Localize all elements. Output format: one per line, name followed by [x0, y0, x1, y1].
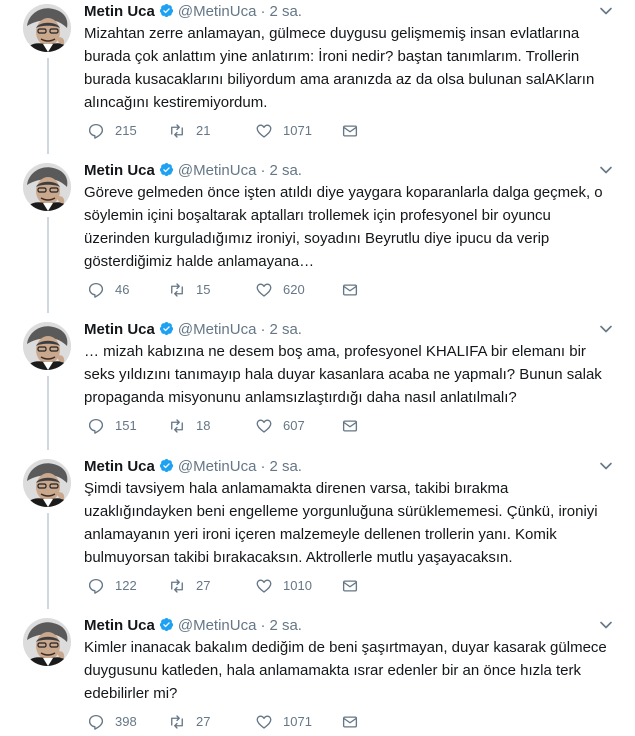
reply-count: 122: [115, 578, 137, 593]
author-handle[interactable]: @MetinUca: [177, 321, 257, 338]
retweet-count: 15: [196, 282, 211, 297]
tweet-header: [84, 616, 302, 636]
author-name[interactable]: Metin Uca: [84, 321, 155, 338]
retweet-icon: [168, 417, 186, 435]
reply-icon: [87, 577, 105, 595]
envelope-icon: [341, 577, 359, 595]
author-handle[interactable]: @MetinUca: [177, 162, 257, 179]
envelope-icon: [341, 281, 359, 299]
reply-icon: [87, 122, 105, 140]
tweet[interactable]: [0, 455, 635, 600]
tweet-timestamp[interactable]: 2 sa.: [269, 458, 302, 475]
verified-badge-icon: [159, 458, 174, 473]
avatar-photo-icon: [23, 4, 71, 52]
retweet-count: 21: [196, 123, 211, 138]
message-button[interactable]: [341, 576, 369, 596]
verified-badge-icon: [159, 321, 174, 336]
chevron-down-icon[interactable]: [599, 459, 613, 473]
separator-dot: ·: [260, 3, 266, 20]
author-handle[interactable]: @MetinUca: [177, 617, 257, 634]
retweet-count: 27: [196, 578, 211, 593]
message-button[interactable]: [341, 121, 369, 141]
author-name[interactable]: Metin Uca: [84, 162, 155, 179]
chevron-down-icon[interactable]: [599, 618, 613, 632]
like-button[interactable]: [255, 712, 312, 732]
like-count: 1071: [283, 714, 312, 729]
avatar[interactable]: [23, 322, 71, 370]
tweet-timestamp[interactable]: 2 sa.: [269, 162, 302, 179]
like-count: 620: [283, 282, 305, 297]
separator-dot: ·: [260, 321, 266, 338]
author-name[interactable]: Metin Uca: [84, 617, 155, 634]
tweet-header: [84, 2, 302, 22]
heart-icon: [255, 713, 273, 731]
chevron-down-icon[interactable]: [599, 163, 613, 177]
message-button[interactable]: [341, 416, 369, 436]
retweet-button[interactable]: [168, 280, 210, 300]
tweet-text: Göreve gelmeden önce işten atıldı diye yaygara koparanlarla dalga geçmek, o söylemin içini boşaltarak aptalları trollemek için profesyonel bir oyuncu üzerinden kurguladığımız ironiyi, soyadını Beyrutlu diye ipucu da verip gösterdiğimiz halde anlamayana…: [84, 184, 603, 270]
like-button[interactable]: [255, 280, 305, 300]
author-name[interactable]: Metin Uca: [84, 3, 155, 20]
like-count: 1010: [283, 578, 312, 593]
message-button[interactable]: [341, 280, 369, 300]
retweet-button[interactable]: [168, 121, 210, 141]
verified-badge-icon: [159, 3, 174, 18]
avatar[interactable]: [23, 4, 71, 52]
reply-button[interactable]: [87, 121, 137, 141]
tweet-timestamp[interactable]: 2 sa.: [269, 617, 302, 634]
like-button[interactable]: [255, 416, 305, 436]
tweet-text: Kimler inanacak bakalım dediğim de beni şaşırtmayan, duyar kasarak gülmece duygusunu katleden, hala anlamamakta ısrar edenler bir an önce hızla terk edebilirler mi?: [84, 639, 607, 702]
verified-badge-icon: [159, 162, 174, 177]
reply-count: 46: [115, 282, 130, 297]
avatar[interactable]: [23, 459, 71, 507]
envelope-icon: [341, 713, 359, 731]
tweet[interactable]: [0, 159, 635, 304]
reply-icon: [87, 713, 105, 731]
chevron-down-icon[interactable]: [599, 322, 613, 336]
tweet-header: [84, 161, 302, 181]
avatar[interactable]: [23, 163, 71, 211]
avatar-photo-icon: [23, 322, 71, 370]
heart-icon: [255, 122, 273, 140]
retweet-icon: [168, 713, 186, 731]
tweet[interactable]: [0, 318, 635, 440]
author-handle[interactable]: @MetinUca: [177, 458, 257, 475]
retweet-icon: [168, 281, 186, 299]
avatar-photo-icon: [23, 163, 71, 211]
reply-icon: [87, 417, 105, 435]
avatar-photo-icon: [23, 459, 71, 507]
retweet-button[interactable]: [168, 576, 210, 596]
tweet[interactable]: [0, 0, 635, 145]
heart-icon: [255, 417, 273, 435]
author-name[interactable]: Metin Uca: [84, 458, 155, 475]
reply-button[interactable]: [87, 576, 137, 596]
tweet-text: Şimdi tavsiyem hala anlamamakta direnen varsa, takibi bırakma uzaklığındayken beni engelleme yorgunluğuna sürüklememesi. Çünkü, ironiyi anlamayanın yeri ironi içeren malzemeyle dellenen trollerin yanı. Komik bulmuyorsan takibi bırakacaksın. Aktrollerle mutlu yaşayacaksın.: [84, 480, 598, 566]
retweet-icon: [168, 122, 186, 140]
heart-icon: [255, 281, 273, 299]
retweet-icon: [168, 577, 186, 595]
like-button[interactable]: [255, 121, 312, 141]
like-button[interactable]: [255, 576, 312, 596]
envelope-icon: [341, 417, 359, 435]
reply-button[interactable]: [87, 712, 137, 732]
avatar[interactable]: [23, 618, 71, 666]
retweet-button[interactable]: [168, 712, 210, 732]
tweet-text: … mizah kabızına ne desem boş ama, profesyonel KHALIFA bir elemanı bir seks yıldızını tanımayıp hala duyar kasanlara acaba ne yapmalı? Bunun salak propaganda misyonunu anlamsızlaştırdığı daha nasıl anlatılmalı?: [84, 343, 602, 406]
tweet-header: [84, 320, 302, 340]
reply-button[interactable]: [87, 416, 137, 436]
tweet-timestamp[interactable]: 2 sa.: [269, 321, 302, 338]
message-button[interactable]: [341, 712, 369, 732]
tweet-header: [84, 457, 302, 477]
author-handle[interactable]: @MetinUca: [177, 3, 257, 20]
verified-badge-icon: [159, 617, 174, 632]
heart-icon: [255, 577, 273, 595]
reply-count: 398: [115, 714, 137, 729]
retweet-count: 27: [196, 714, 211, 729]
separator-dot: ·: [260, 617, 266, 634]
reply-count: 215: [115, 123, 137, 138]
avatar-photo-icon: [23, 618, 71, 666]
separator-dot: ·: [260, 458, 266, 475]
like-count: 607: [283, 418, 305, 433]
chevron-down-icon[interactable]: [599, 4, 613, 18]
reply-button[interactable]: [87, 280, 129, 300]
separator-dot: ·: [260, 162, 266, 179]
retweet-button[interactable]: [168, 416, 210, 436]
like-count: 1071: [283, 123, 312, 138]
reply-icon: [87, 281, 105, 299]
tweet-text: Mizahtan zerre anlamayan, gülmece duygusu gelişmemiş insan evlatlarına burada çok anlattım yine anlatırım: İroni nedir? baştan tanımlarım. Trollerin burada kusacaklarını biliyordum ama aranızda az da olsa bulunan salAKların alıncağını kestiremiyordum.: [84, 25, 595, 111]
reply-count: 151: [115, 418, 137, 433]
envelope-icon: [341, 122, 359, 140]
tweet-timestamp[interactable]: 2 sa.: [269, 3, 302, 20]
tweet[interactable]: [0, 614, 635, 736]
retweet-count: 18: [196, 418, 211, 433]
